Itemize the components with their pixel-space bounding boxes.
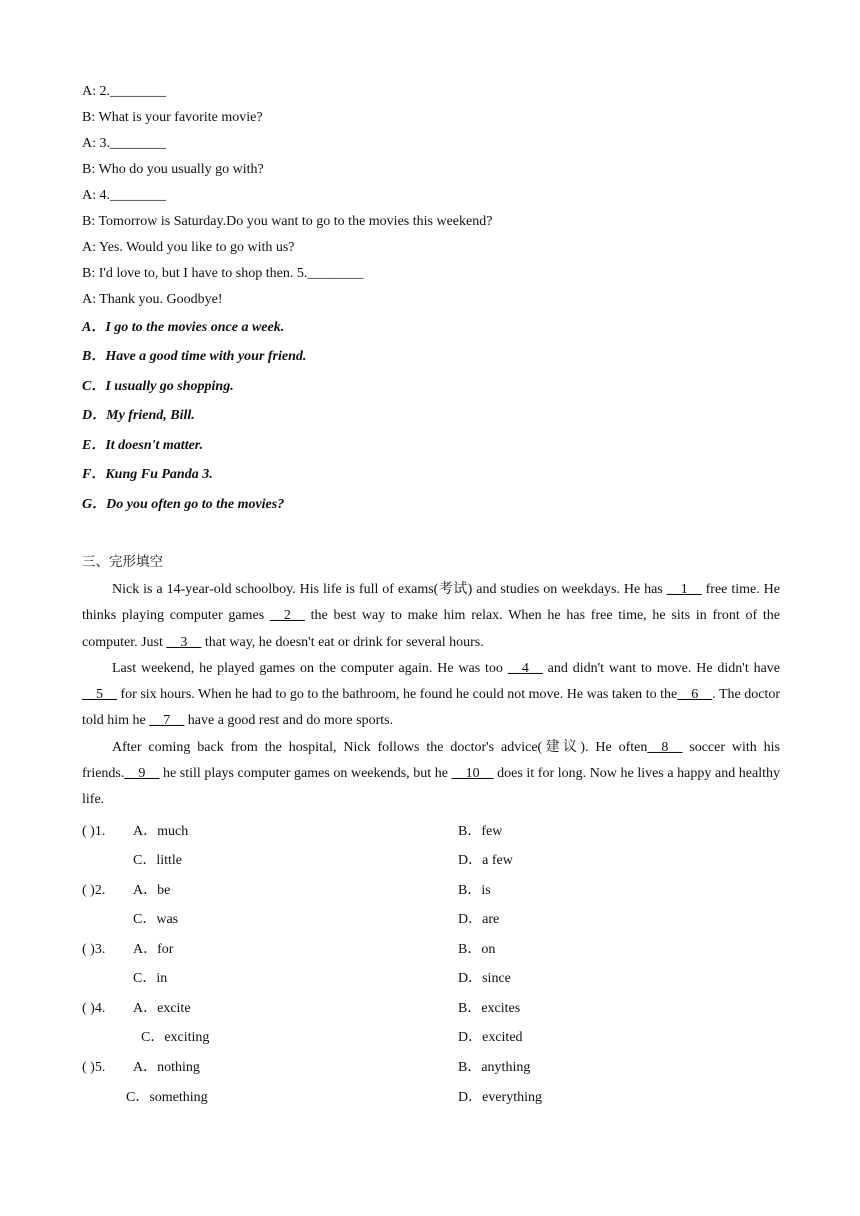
blank-5: __5__ [82,687,117,703]
blank-8: __8__ [647,739,683,755]
option-item: F．Kung Fu Panda 3. [82,467,213,482]
blank-2: __2__ [269,608,305,624]
dialogue-line: A: Thank you. Goodbye! [82,292,223,307]
question-option: D．a few [458,853,513,868]
question-number: ( )3. [82,942,106,957]
option-item: D．My friend, Bill. [82,408,195,423]
question-option: D．since [458,971,511,986]
option-item: G．Do you often go to the movies? [82,497,285,512]
dialogue-line: A: Yes. Would you like to go with us? [82,240,295,255]
blank-1: __1__ [666,582,702,597]
question-option: B．anything [458,1060,531,1075]
question-option: C．little [133,853,182,868]
dialogue-line: A: 2.________ [82,84,166,99]
option-item: A．I go to the movies once a week. [82,320,285,335]
question-option: B．excites [458,1001,521,1016]
question-option: C．was [133,912,179,927]
section-title: 三、完形填空 [82,554,163,570]
passage-paragraph: Nick is a 14-year-old schoolboy. His life is full of exams(考试) and studies on weekdays. He has __1__ free time. He thinks playing computer games __2__ the best way to make him relax. When he has free time, he sits in front of the computer. Just __3__ that way, he doesn't eat or drink for several hours. [82,582,781,650]
question-option: D．are [458,912,500,927]
question-number: ( )1. [82,824,106,839]
blank-9: __9__ [124,766,160,782]
question-option: C．something [126,1090,208,1105]
question-option: B．on [458,942,496,957]
option-item: B．Have a good time with your friend. [82,349,307,364]
question-option: A．excite [133,1001,191,1016]
option-item: C．I usually go shopping. [82,379,234,394]
question-option: B．is [458,883,491,898]
question-option: B．few [458,824,503,839]
question-option: C．exciting [141,1030,210,1045]
dialogue-line: B: Who do you usually go with? [82,162,264,177]
question-option: A．for [133,942,174,957]
dialogue-line: B: Tomorrow is Saturday.Do you want to go to the movies this weekend? [82,214,493,229]
question-number: ( )5. [82,1060,106,1075]
blank-3: __3__ [166,634,202,650]
passage-paragraph: Last weekend, he played games on the computer again. He was too __4__ and didn't want to move. He didn't have __5__ for six hours. When he had to go to the bathroom, he found he could not move. He was taken to the__6__. The doctor told him he __7__ have a good rest and do more sports. [82,660,781,729]
question-option: D．everything [458,1090,542,1105]
question-option: C．in [133,971,168,986]
question-number: ( )4. [82,1001,106,1016]
question-number: ( )2. [82,883,106,898]
cloze-passage [82,577,780,814]
question-option: A．be [133,883,171,898]
dialogue-line: A: 3.________ [82,136,166,151]
dialogue-line: B: I'd love to, but I have to shop then. 5.________ [82,266,364,281]
question-option: D．excited [458,1030,523,1045]
blank-7: __7__ [149,713,185,729]
dialogue-line: B: What is your favorite movie? [82,110,263,125]
question-option: A．much [133,824,189,839]
option-item: E．It doesn't matter. [82,438,203,453]
dialogue-line: A: 4.________ [82,188,166,203]
blank-6: __6__ [677,687,713,703]
question-option: A．nothing [133,1060,200,1075]
blank-10: __10__ [451,766,494,782]
passage-paragraph: After coming back from the hospital, Nick follows the doctor's advice(建议). He often__8__ soccer with his friends.__9__ he still plays computer games on weekends, but he __10__ does it for long. Now he lives a happy and healthy life. [82,739,781,808]
blank-4: __4__ [507,660,543,676]
